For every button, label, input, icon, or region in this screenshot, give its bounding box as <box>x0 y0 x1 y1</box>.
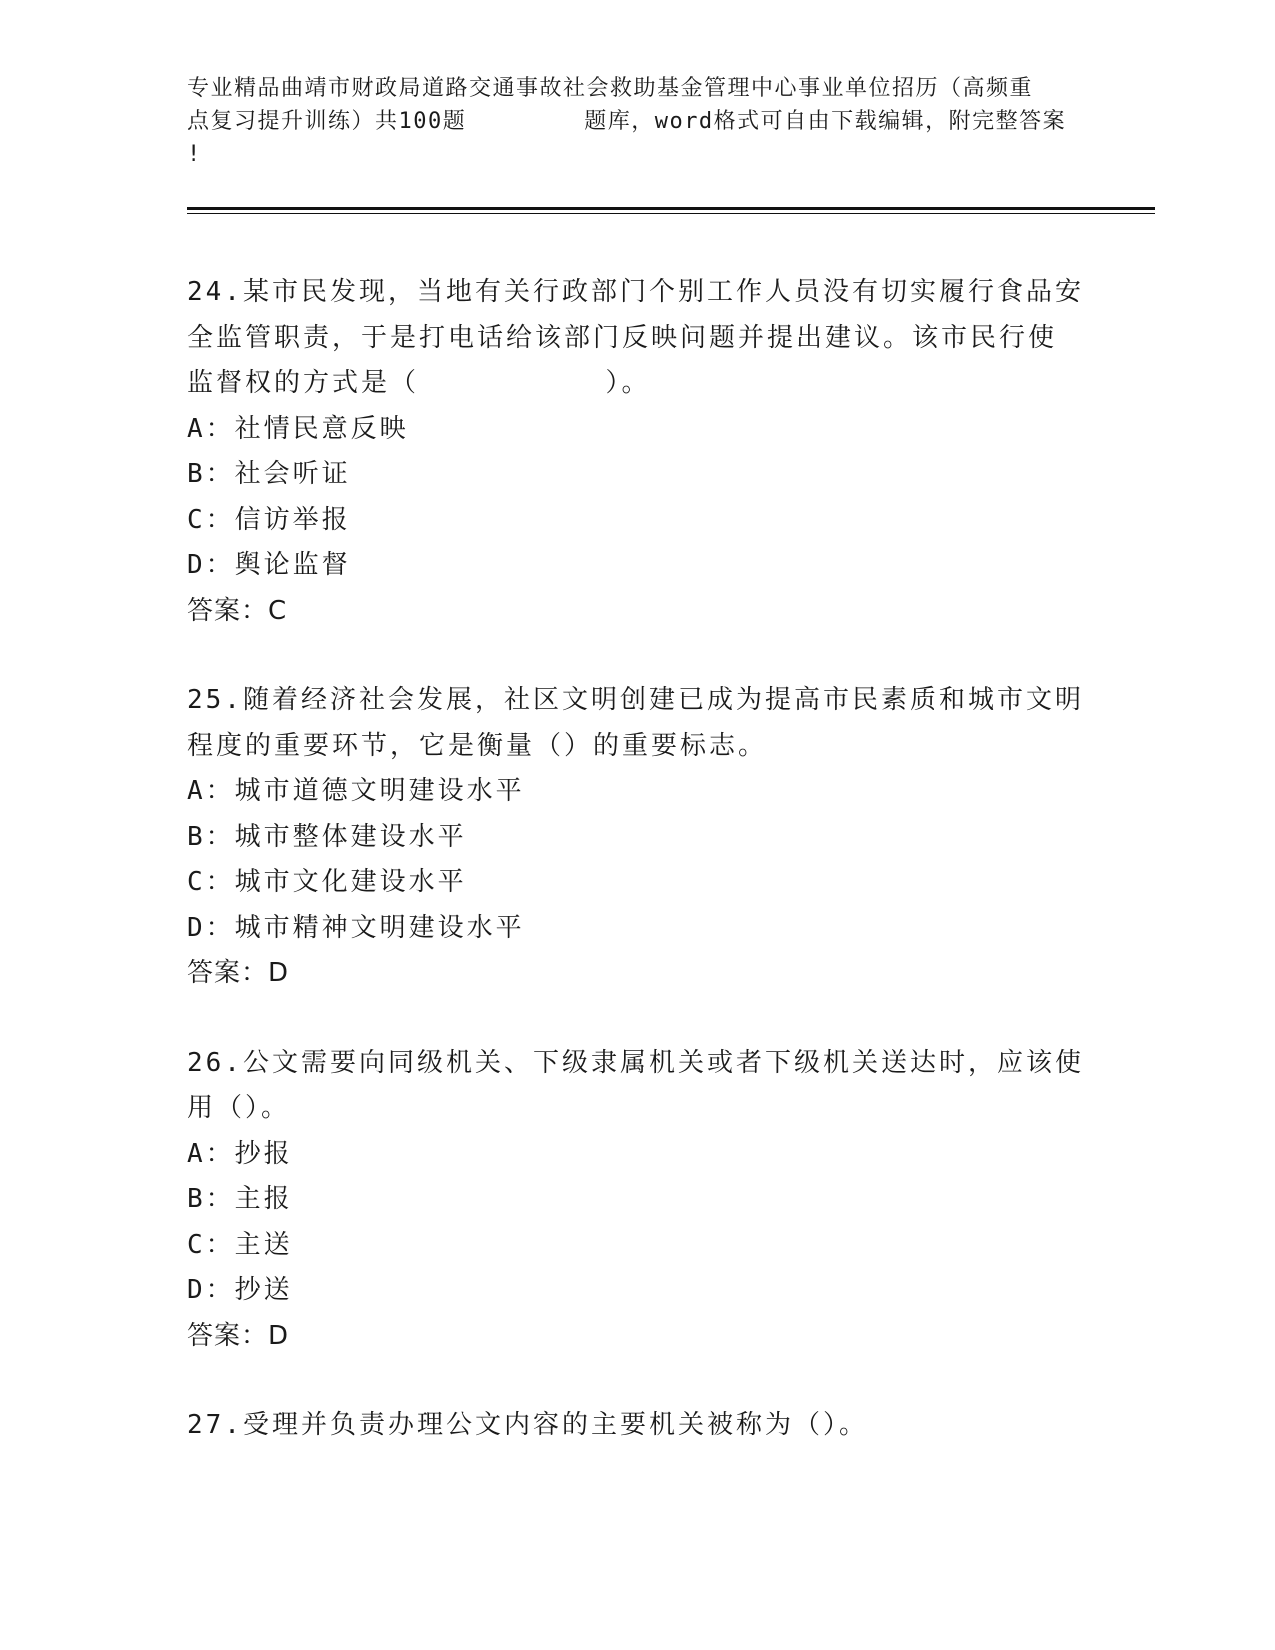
option-c: C：城市文化建设水平 <box>187 867 467 897</box>
answer-label: 答案：D <box>187 958 290 988</box>
question-stem-line: 全监管职责，于是打电话给该部门反映问题并提出建议。该市民行使 <box>187 322 1058 353</box>
header-line: ! <box>187 142 202 167</box>
question-25 <box>187 678 1087 997</box>
question-stem-line: 27.受理并负责办理公文内容的主要机关被称为（）。 <box>187 1410 868 1440</box>
option-c: C：信访举报 <box>187 504 351 535</box>
header-divider-thick <box>187 207 1155 210</box>
option-b: B：城市整体建设水平 <box>187 821 467 852</box>
question-27 <box>187 1403 1087 1449</box>
option-a: A：抄报 <box>187 1138 293 1169</box>
header-line: 专业精品曲靖市财政局道路交通事故社会救助基金管理中心事业单位招历（高频重 <box>187 76 1034 101</box>
header-line: 点复习提升训练）共100题 题库，word格式可自由下载编辑，附完整答案 <box>187 109 1067 134</box>
header-divider-thin <box>187 213 1155 214</box>
question-26 <box>187 1041 1087 1360</box>
question-stem-line: 24.某市民发现，当地有关行政部门个别工作人员没有切实履行食品安 <box>187 277 1084 307</box>
option-c: C：主送 <box>187 1229 293 1260</box>
answer-label: 答案：C <box>187 595 288 626</box>
option-a: A：社情民意反映 <box>187 413 409 444</box>
option-a: A：城市道德文明建设水平 <box>187 776 525 806</box>
option-d: D：舆论监督 <box>187 550 351 580</box>
question-stem-line: 监督权的方式是（ ）。 <box>187 368 651 398</box>
question-stem-line: 用（）。 <box>187 1093 291 1123</box>
document-header <box>187 72 1087 171</box>
option-b: B：社会听证 <box>187 459 351 489</box>
option-d: D：抄送 <box>187 1275 293 1305</box>
question-stem-line: 25.随着经济社会发展，社区文明创建已成为提高市民素质和城市文明 <box>187 685 1084 715</box>
question-24 <box>187 270 1087 634</box>
option-b: B：主报 <box>187 1184 293 1214</box>
option-d: D：城市精神文明建设水平 <box>187 912 525 943</box>
question-list <box>187 270 1087 1493</box>
question-stem-line: 26.公文需要向同级机关、下级隶属机关或者下级机关送达时，应该使 <box>187 1047 1084 1078</box>
answer-label: 答案：D <box>187 1320 290 1351</box>
question-stem-line: 程度的重要环节，它是衡量（）的重要标志。 <box>187 730 768 761</box>
